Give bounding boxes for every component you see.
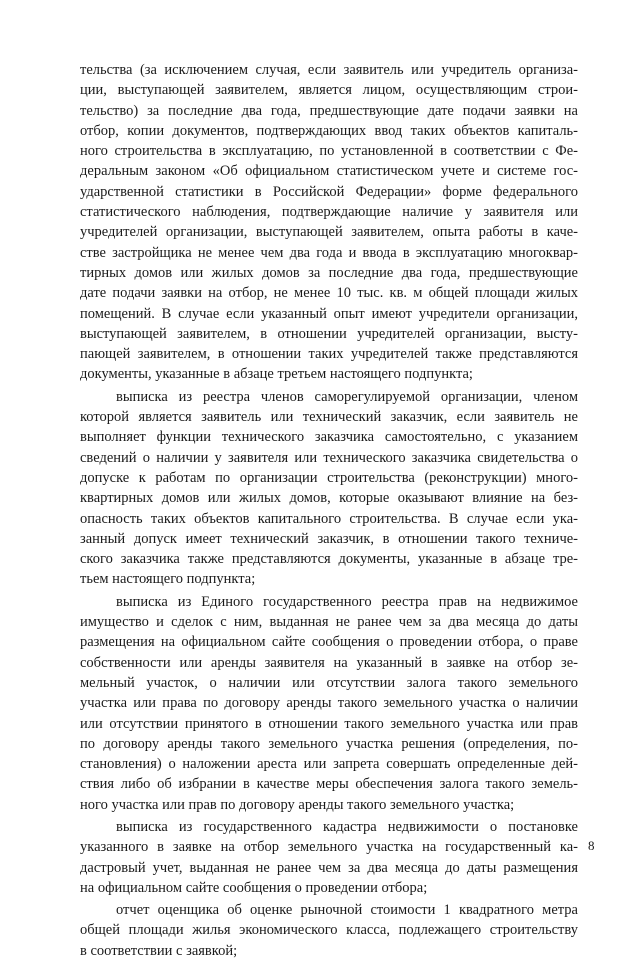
text-line: статистического наблюдения, подтверждающие наличие у заявителя или bbox=[80, 204, 578, 221]
text-line: деральным законом «Об официальном статистическом учете и системе гос- bbox=[80, 163, 578, 180]
document-body bbox=[80, 60, 578, 963]
text-line: ствия либо об избрании в качестве меры обеспечения залога такого земель- bbox=[80, 776, 578, 793]
text-line: в соответствии с заявкой; bbox=[80, 942, 238, 959]
text-line: учредителей организации, выступающей заявителем, опыта работы в каче- bbox=[80, 224, 578, 241]
text-line: выписка из реестра членов саморегулируемой организации, членом bbox=[116, 388, 578, 405]
paragraph bbox=[80, 900, 578, 961]
text-line: выписка из государственного кадастра недвижимости о постановке bbox=[116, 818, 578, 835]
text-line: сведений о наличии у заявителя или технического заказчика свидетельства о bbox=[80, 449, 578, 466]
text-line: ного участка или прав по договору аренды такого земельного участка; bbox=[80, 796, 515, 813]
text-line: тельства (за исключением случая, если заявитель или учредитель организа- bbox=[80, 62, 578, 78]
text-line: становления) о наложении ареста или запрета совершать определенные дей- bbox=[80, 756, 578, 773]
text-line: занный допуск имеет технический заказчик, в отношении такого техниче- bbox=[80, 530, 578, 547]
paragraph bbox=[80, 387, 578, 590]
text-line: выписка из Единого государственного реестра прав на недвижимое bbox=[116, 593, 578, 610]
text-line: стве застройщика не менее чем два года и ввода в эксплуатацию многоквар- bbox=[80, 244, 578, 261]
text-line: дастровый учет, выданная не ранее чем за два месяца до даты размещения bbox=[80, 859, 578, 876]
text-line: или отсутствии принятого в отношении такого земельного участка или прав bbox=[80, 715, 578, 732]
text-line: дате подачи заявки на отбор, не менее 10 тыс. кв. м общей площади жилых bbox=[80, 285, 578, 302]
text-line: ского заказчика также представляются документы, указанные в абзаце тре- bbox=[80, 551, 578, 568]
text-line: которой является заявитель или технический заказчик, если заявитель не bbox=[80, 409, 578, 426]
text-line: тирных домов или жилых домов за последние два года, предшествующие bbox=[80, 264, 578, 281]
text-line: допуске к работам по организации строительства (реконструкции) много- bbox=[80, 469, 578, 486]
text-line: указанного в заявке на отбор земельного участка на государственный ка- bbox=[80, 839, 578, 856]
text-line: мельный участок, о наличии или отсутствии залога такого земельного bbox=[80, 674, 578, 691]
text-line: помещений. В случае если указанный опыт имеют учредители организации, bbox=[80, 305, 578, 322]
text-line: тьем настоящего подпункта; bbox=[80, 571, 256, 588]
paragraph bbox=[80, 817, 578, 898]
text-line: квартирных домов или жилых домов, которые оказывают влияние на без- bbox=[80, 490, 578, 507]
text-line: выполняет функции технического заказчика самостоятельно, с указанием bbox=[80, 429, 578, 446]
text-line: общей площади жилья экономического класса, подлежащего строительству bbox=[80, 922, 578, 939]
text-line: документы, указанные в абзаце третьем настоящего подпункта; bbox=[80, 366, 473, 383]
text-line: участка или права по договору аренды такого земельного участка о наличии bbox=[80, 695, 578, 712]
page-number: 8 bbox=[588, 838, 595, 853]
text-line: на официальном сайте сообщения о проведении отбора; bbox=[80, 879, 428, 896]
text-line: тельство) за последние два года, предшествующие дате подачи заявки на bbox=[80, 102, 578, 119]
text-line: выступающей заявителем, в отношении учредителей организации, высту- bbox=[80, 325, 578, 342]
text-line: размещения на официальном сайте сообщения о проведении отбора, о праве bbox=[80, 634, 578, 651]
text-line: ударственной статистики в Российской Федерации» форме федерального bbox=[80, 183, 578, 200]
text-line: опасность таких объектов капитального строительства. В случае если ука- bbox=[80, 510, 578, 527]
text-line: отбор, копии документов, подтверждающих ввод таких объектов капиталь- bbox=[80, 122, 578, 139]
text-line: по договору аренды такого земельного участка решения (определения, по- bbox=[80, 735, 578, 752]
text-line: ции, выступающей заявителем, является лицом, осуществляющим строи- bbox=[80, 82, 578, 99]
text-line: отчет оценщика об оценке рыночной стоимости 1 квадратного метра bbox=[116, 902, 578, 919]
text-line: собственности или аренды заявителя на указанный в заявке на отбор зе- bbox=[80, 654, 578, 671]
paragraph bbox=[80, 592, 578, 815]
paragraph bbox=[80, 60, 578, 385]
text-line: пающей заявителем, в отношении таких учредителей также представляются bbox=[80, 346, 578, 363]
text-line: ного строительства в эксплуатацию, по установленной в соответствии с Фе- bbox=[80, 143, 578, 160]
text-line: имущество и сделок с ним, выданная не ранее чем за два месяца до даты bbox=[80, 614, 578, 631]
